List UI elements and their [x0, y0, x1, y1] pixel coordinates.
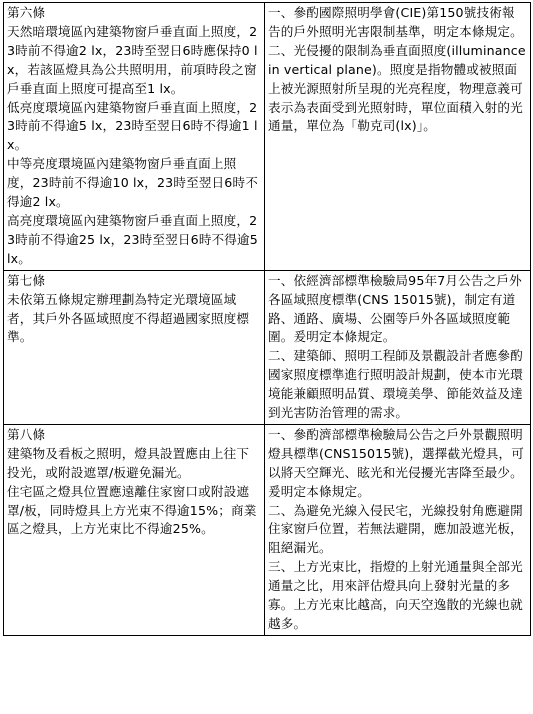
article-paragraph: 中等亮度環境區內建築物窗戶垂直面上照度，23時前不得逾10 lx，23時至翌日6時不得逾2 lx。: [7, 156, 258, 210]
explanation-cell: [265, 270, 531, 424]
article-paragraph: 高亮度環境區內建築物窗戶垂直面上照度，23時前不得逾25 lx，23時至翌日6時不得逾5 lx。: [7, 212, 258, 266]
explanation-paragraph: 二、為避免光線入侵民宅，光線投射角應避開住家窗戶位置，若無法避開，應加設遮光板，阻絕漏光。: [268, 502, 523, 556]
explanation-paragraph: 二、建築師、照明工程師及景觀設計者應參酌國家照度標準進行照明設計規劃，使本市光環境能兼顧照明品質、環境美學、節能效益及達到光害防治管理的需求。: [268, 348, 523, 421]
explanation-cell: [265, 424, 531, 635]
article-title: 第八條: [7, 426, 46, 442]
table-row: [4, 3, 531, 271]
article-paragraph: 未依第五條規定辦理劃為特定光環境區域者，其戶外各區域照度不得超過國家照度標準。: [7, 291, 250, 345]
explanation-paragraph: 三、上方光束比，指燈的上射光通量與全部光通量之比，用來評估燈具向上發射光量的多寡。上方光束比越高，向天空逸散的光線也就越多。: [268, 559, 523, 631]
article-title: 第六條: [7, 5, 46, 20]
explanation-paragraph: 二、光侵擾的限制為垂直面照度(illuminance in vertical plane)。照度是指物體或被照面上被光源照射所呈現的光亮程度，物理意義可表示為表面受到光照射時，單位面積入射的光通量，單位為「勒克司(lx)」。: [268, 42, 526, 134]
article-cell: [4, 270, 265, 424]
article-paragraph: 住宅區之燈具位置應遠離住家窗口或附設遮罩/板，同時燈具上方光束不得逾15%；商業區之燈具，上方光束比不得逾25%。: [7, 483, 257, 537]
explanation-cell: [265, 3, 531, 271]
article-paragraph: 天然暗環境區內建築物窗戶垂直面上照度，23時前不得逾2 lx，23時至翌日6時應保持0 lx，若該區燈具為公共照明用，前項時段之窗戶垂直面上照度可提高至1 lx。: [7, 23, 258, 96]
article-cell: [4, 3, 265, 271]
article-paragraph: 低亮度環境區內建築物窗戶垂直面上照度，23時前不得逾5 lx，23時至翌日6時不得逾1 lx。: [7, 99, 258, 153]
regulation-table: [3, 2, 531, 636]
explanation-paragraph: 一、參酌濟部標準檢驗局公告之戶外景觀照明燈具標準(CNS15015號)，選擇截光燈具，可以將天空輝光、眩光和光侵擾光害降至最少。爰明定本條規定。: [268, 426, 525, 499]
explanation-paragraph: 一、參酌國際照明學會(CIE)第150號技術報告的戶外照明光害限制基準，明定本條規定。: [268, 5, 523, 39]
table-row: [4, 270, 531, 424]
article-cell: [4, 424, 265, 635]
table-row: [4, 424, 531, 635]
article-paragraph: 建築物及看板之照明，燈具設置應由上往下投光，或附設遮罩/板避免漏光。: [7, 445, 250, 480]
explanation-paragraph: 一、依經濟部標準檢驗局95年7月公告之戶外各區域照度標準(CNS 15015號)，制定有道路、通路、廣場、公園等戶外各區域照度範圍。爰明定本條規定。: [268, 272, 522, 345]
article-title: 第七條: [7, 272, 46, 288]
